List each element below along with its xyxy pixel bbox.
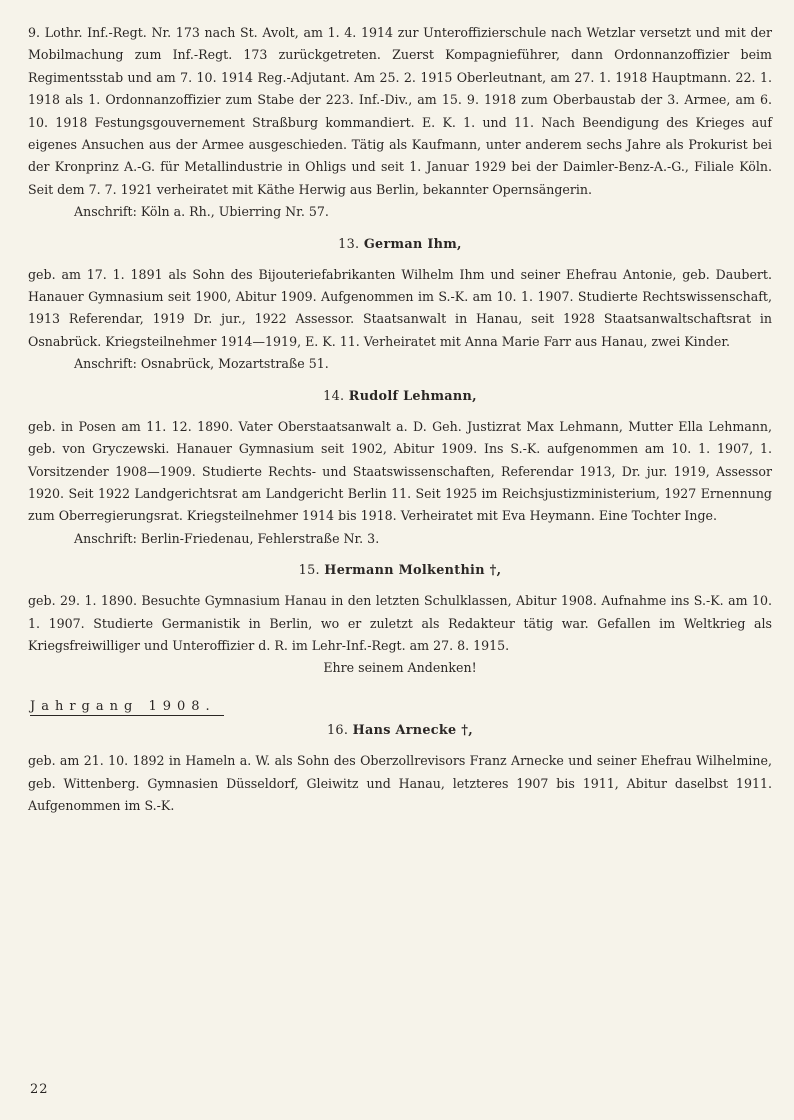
entry-13-name: German Ihm, [363,236,462,252]
entry-15-heading [28,560,772,582]
entry-16-heading [28,720,772,742]
entry-15-honor: Ehre seinem Andenken! [323,660,477,676]
entry-13-number: 13. [338,236,360,252]
entry-14-paragraph: geb. in Posen am 11. 12. 1890. Vater Oberstaatsanwalt a. D. Geh. Justizrat Max Lehmann, Mutter Ella Lehmann, geb. von Gryczewski. Hanauer Gymnasium seit 1902, Abitur 1909. Ins S.-K. aufgenommen am 10. 1. 1907, 1. Vorsitzender 1908—1909. Studierte Rechts- und Staatswissenschaften, Referendar 1913, Dr. jur. 1919, Assessor 1920. Seit 1922 Landgerichtsrat am Landgericht Berlin 11. Seit 1925 im Reichsjustizministerium, 1927 Ernennung zum Oberregierungsrat. Kriegsteilnehmer 1914 bis 1918. Verheiratet mit Eva Heymann. Eine Tochter Inge. [28,418,772,524]
entry-14-name: Rudolf Lehmann, [348,388,477,404]
entry-16-paragraph: geb. am 21. 10. 1892 in Hameln a. W. als Sohn des Oberzollrevisors Franz Arnecke und seiner Ehefrau Wilhelmine, geb. Wittenberg. Gymnasien Düsseldorf, Gleiwitz und Hanau, letzteres 1907 bis 1911, Abitur daselbst 1911. Aufgenommen im S.-K. [28,753,772,814]
entry-14-address: Anschrift: Berlin-Friedenau, Fehlerstraße Nr. 3. [74,530,380,546]
entry-13-heading [28,234,772,256]
entry-12-paragraph: 9. Lothr. Inf.-Regt. Nr. 173 nach St. Avolt, am 1. 4. 1914 zur Unteroffizierschule nach Wetzlar versetzt und mit der Mobilmachung zum Inf.-Regt. 173 zurückgetreten. Zuerst Kompagnieführer, dann Ordonnanzoffizier beim Regimentsstab und am 7. 10. 1914 Reg.-Adjutant. Am 25. 2. 1915 Oberleutnant, am 27. 1. 1918 Hauptmann. 22. 1. 1918 als 1. Ordonnanzoffizier zum Stabe der 223. Inf.-Div., am 15. 9. 1918 zum Oberbaustab der 3. Armee, am 6. 10. 1918 Festungsgouvernement Straßburg kommandiert. E. K. 1. und 11. Nach Beendigung des Krieges auf eigenes Ansuchen aus der Armee ausgeschieden. Tätig als Kaufmann, unter anderem sechs Jahre als Prokurist bei der Kronprinz A.-G. für Metallindustrie in Ohligs und seit 1. Januar 1929 bei der Daimler-Benz-A.-G., Filiale Köln. Seit dem 7. 7. 1921 verheiratet mit Käthe Herwig aus Berlin, bekannter Opernsängerin. [28,25,772,197]
page-content [28,22,772,818]
page-number: 22 [30,1082,49,1097]
entry-14-number: 14. [323,388,345,404]
entry-15-number: 15. [298,563,320,579]
entry-13-address: Anschrift: Osnabrück, Mozartstraße 51. [74,356,329,372]
entry-16-number: 16. [326,723,349,739]
entry-15-paragraph: geb. 29. 1. 1890. Besuchte Gymnasium Hanau in den letzten Schulklassen, Abitur 1908. Aufnahme ins S.-K. am 10. 1. 1907. Studierte Germanistik in Berlin, wo er zuletzt als Redakteur tätig war. Gefallen im Weltkrieg als Kriegsfreiwilliger und Unteroffizier d. R. im Lehr-Inf.-Regt. am 27. 8. 1915. [28,593,772,653]
entry-13-paragraph: geb. am 17. 1. 1891 als Sohn des Bijouteriefabrikanten Wilhelm Ihm und seiner Ehefrau Antonie, geb. Daubert. Hanauer Gymnasium seit 1900, Abitur 1909. Aufgenommen im S.-K. am 10. 1. 1907. Studierte Rechtswissenschaft, 1913 Referendar, 1919 Dr. jur., 1922 Assessor. Staatsanwalt in Hanau, seit 1928 Staatsanwaltschaftsrat in Osnabrück. Kriegsteilnehmer 1914—1919, E. K. 11. Verheiratet mit Anna Marie Farr aus Hanau, zwei Kinder. [28,266,772,349]
entry-12-address: Anschrift: Köln a. Rh., Ubierring Nr. 57. [74,204,329,220]
section-jahrgang-heading: Jahrgang 1908. [30,699,224,716]
entry-15-name: Hermann Molkenthin †, [324,563,502,579]
entry-14-heading [28,386,772,408]
entry-16-name: Hans Arnecke †, [352,723,473,739]
